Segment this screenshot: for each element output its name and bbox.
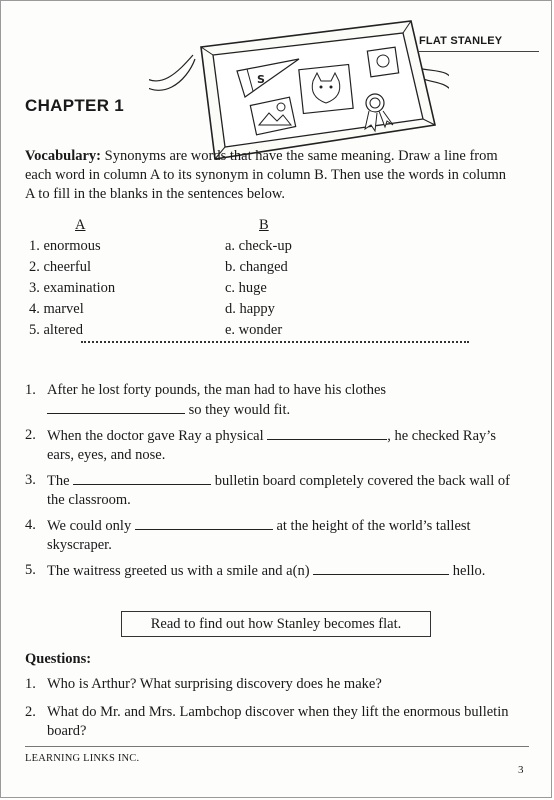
sentence-number: 5. [25, 562, 36, 578]
vocabulary-label: Vocabulary: [25, 148, 101, 164]
sentence-number: 2. [25, 427, 36, 443]
sentence-text: , he checked Ray’s ears, eyes, and nose. [47, 428, 496, 463]
sentence-text: When the doctor gave Ray a physical [47, 428, 268, 444]
series-label: FLAT STANLEY [419, 35, 503, 47]
column-a-item: 3. examination [29, 280, 116, 296]
column-a-item: 2. cheerful [29, 259, 91, 275]
sentence-number: 4. [25, 517, 36, 533]
question-text: What do Mr. and Mrs. Lambchop discover when they lift the enormous bulletin board? [47, 704, 509, 739]
svg-text:S: S [257, 73, 265, 86]
column-b-header: B [259, 217, 269, 233]
column-a-header: A [75, 217, 86, 233]
questions-heading: Questions: [25, 651, 92, 667]
column-a-list [29, 237, 115, 342]
footer-rule [25, 746, 529, 747]
sentence-text: After he lost forty pounds, the man had to have his clothes [47, 382, 387, 398]
answer-blank[interactable] [267, 426, 387, 440]
sentence-text: so they would fit. [185, 402, 291, 418]
column-b-list [225, 237, 292, 342]
answer-blank[interactable] [313, 561, 449, 575]
question-number: 1. [25, 676, 36, 692]
column-b-item: e. wonder [225, 322, 283, 338]
sentence-text: hello. [449, 563, 486, 579]
sentence-number: 1. [25, 382, 36, 398]
column-a-item: 5. altered [29, 322, 83, 338]
bulletin-board-illustration [149, 15, 449, 165]
answer-blank[interactable] [73, 471, 211, 485]
column-b-item: d. happy [225, 301, 275, 317]
sentence-text: We could only [47, 518, 135, 534]
chapter-title: CHAPTER 1 [25, 96, 125, 115]
sentence-text: at the height of the world’s tallest skyscraper. [47, 518, 471, 553]
reading-prompt-box: Read to find out how Stanley becomes flat. [121, 611, 431, 637]
publisher-name: LEARNING LINKS INC. [25, 753, 140, 764]
question-text: Who is Arthur? What surprising discovery does he make? [47, 676, 382, 692]
column-b-item: c. huge [225, 280, 267, 296]
column-b-item: b. changed [225, 259, 288, 275]
column-a-item: 1. enormous [29, 238, 101, 254]
instructions-text: Synonyms are words that have the same meaning. Draw a line from each word in column A to its synonym in column B. Then use the words in column A to fill in the blanks in the sentences below. [25, 148, 507, 202]
column-b-item: a. check-up [225, 238, 292, 254]
column-a-item: 4. marvel [29, 301, 84, 317]
sentence-text: The waitress greeted us with a smile and a(n) [47, 563, 314, 579]
answer-blank[interactable] [135, 516, 273, 530]
dotted-divider [81, 341, 469, 343]
page-number: 3 [518, 764, 524, 776]
vocabulary-instructions [25, 147, 513, 204]
sentence-number: 3. [25, 472, 36, 488]
sentence-text: bulletin board completely covered the back wall of the classroom. [47, 473, 510, 508]
sentence-text: The [47, 473, 74, 489]
answer-blank[interactable] [47, 400, 185, 414]
question-number: 2. [25, 704, 36, 720]
